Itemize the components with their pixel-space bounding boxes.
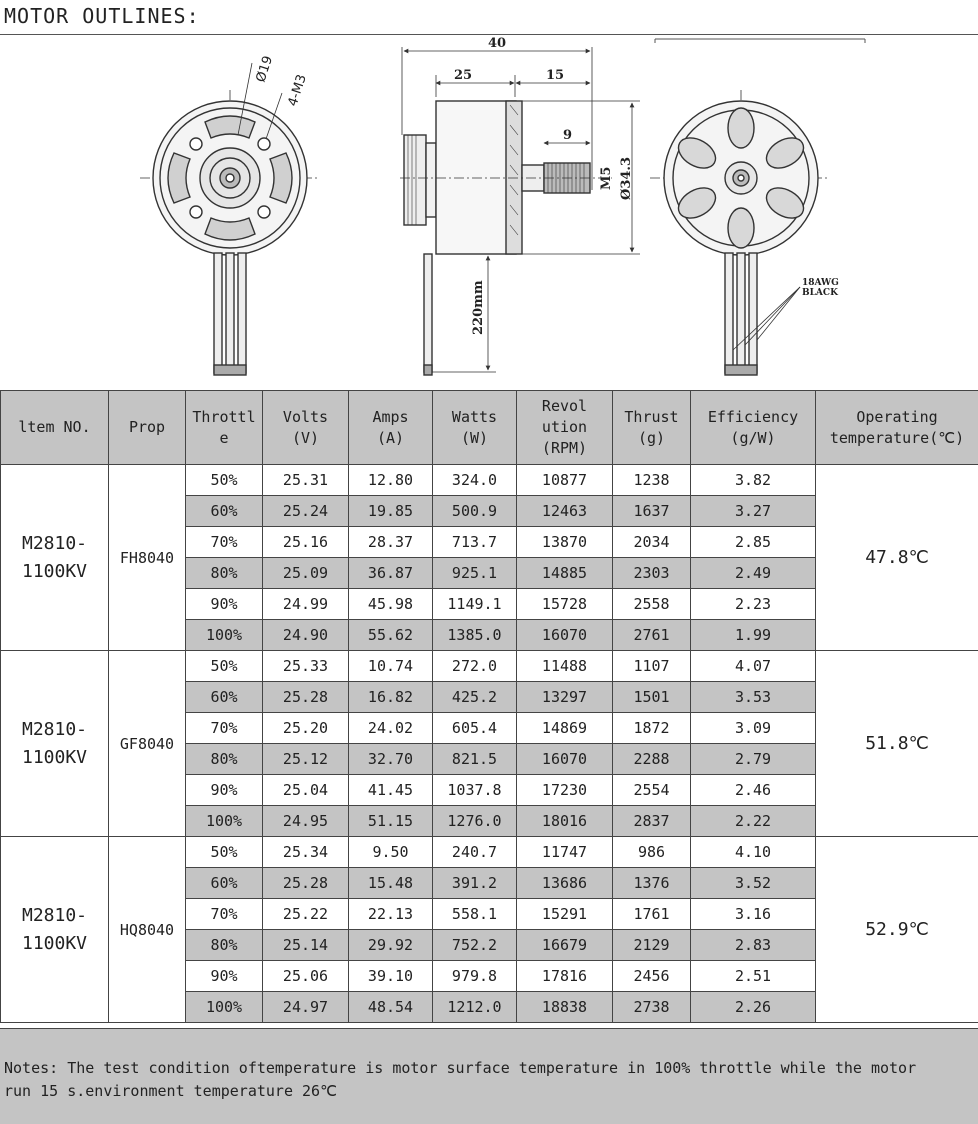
rpm-cell: 18016 [517,806,613,837]
amps-cell: 48.54 [349,992,433,1023]
volts-cell: 25.28 [263,868,349,899]
efficiency-cell: 4.10 [691,837,816,868]
efficiency-cell: 2.83 [691,930,816,961]
throttle-cell: 60% [186,682,263,713]
amps-cell: 9.50 [349,837,433,868]
thrust-cell: 2738 [613,992,691,1023]
watts-cell: 425.2 [433,682,517,713]
watts-cell: 391.2 [433,868,517,899]
col-header-throttle: Throttl e [186,391,263,465]
col-header-efficiency: Efficiency (g/W) [691,391,816,465]
notes-line-1: Notes: The test condition oftemperature is motor surface temperature in 100% throttle while the motor [4,1059,917,1077]
watts-cell: 821.5 [433,744,517,775]
table-row [1,465,978,496]
prop-cell: HQ8040 [109,837,186,1023]
col-header-prop: Prop [109,391,186,465]
amps-cell: 10.74 [349,651,433,682]
col-header-thrust: Thrust (g) [613,391,691,465]
amps-cell: 28.37 [349,527,433,558]
efficiency-cell: 3.27 [691,496,816,527]
rpm-cell: 16070 [517,744,613,775]
rpm-cell: 15291 [517,899,613,930]
watts-cell: 979.8 [433,961,517,992]
throttle-cell: 80% [186,930,263,961]
table-header-row [1,391,978,465]
rpm-cell: 18838 [517,992,613,1023]
front-dim-screws: 4-M3 [285,72,310,109]
thrust-cell: 1501 [613,682,691,713]
thrust-cell: 1238 [613,465,691,496]
efficiency-cell: 3.52 [691,868,816,899]
throttle-cell: 90% [186,775,263,806]
amps-cell: 29.92 [349,930,433,961]
back-wire-label-gauge: 18AWG [802,278,839,288]
watts-cell: 558.1 [433,899,517,930]
throttle-cell: 100% [186,620,263,651]
motor-test-table [0,390,978,1023]
throttle-cell: 60% [186,868,263,899]
front-view [140,63,320,375]
thrust-cell: 2034 [613,527,691,558]
efficiency-cell: 2.85 [691,527,816,558]
watts-cell: 1037.8 [433,775,517,806]
prop-cell: FH8040 [109,465,186,651]
amps-cell: 55.62 [349,620,433,651]
throttle-cell: 70% [186,527,263,558]
throttle-cell: 90% [186,589,263,620]
table-body [1,465,978,1023]
thrust-cell: 2837 [613,806,691,837]
rpm-cell: 11488 [517,651,613,682]
efficiency-cell: 2.26 [691,992,816,1023]
efficiency-cell: 3.09 [691,713,816,744]
thrust-cell: 986 [613,837,691,868]
operating-temperature-cell: 47.8℃ [816,465,978,651]
amps-cell: 51.15 [349,806,433,837]
rpm-cell: 13297 [517,682,613,713]
efficiency-cell: 2.23 [691,589,816,620]
thrust-cell: 2303 [613,558,691,589]
volts-cell: 25.09 [263,558,349,589]
rpm-cell: 13686 [517,868,613,899]
motor-outline-drawings [0,35,978,390]
front-dim-diameter: Ø19 [253,54,277,85]
thrust-cell: 1637 [613,496,691,527]
watts-cell: 925.1 [433,558,517,589]
side-dim-shaft-section: 15 [546,68,565,83]
throttle-cell: 100% [186,992,263,1023]
volts-cell: 25.22 [263,899,349,930]
throttle-cell: 50% [186,651,263,682]
rpm-cell: 10877 [517,465,613,496]
efficiency-cell: 2.22 [691,806,816,837]
table-row [1,651,978,682]
throttle-cell: 80% [186,744,263,775]
watts-cell: 605.4 [433,713,517,744]
watts-cell: 500.9 [433,496,517,527]
amps-cell: 19.85 [349,496,433,527]
item-number-cell: M2810- 1100KV [1,651,109,837]
col-header-temperature: Operating temperature(℃) [816,391,978,465]
item-number-cell: M2810- 1100KV [1,465,109,651]
efficiency-cell: 3.82 [691,465,816,496]
amps-cell: 16.82 [349,682,433,713]
throttle-cell: 70% [186,713,263,744]
volts-cell: 25.14 [263,930,349,961]
amps-cell: 12.80 [349,465,433,496]
throttle-cell: 100% [186,806,263,837]
amps-cell: 32.70 [349,744,433,775]
amps-cell: 41.45 [349,775,433,806]
amps-cell: 15.48 [349,868,433,899]
rpm-cell: 11747 [517,837,613,868]
side-dim-lead: 220mm [471,280,486,335]
efficiency-cell: 1.99 [691,620,816,651]
thrust-cell: 2554 [613,775,691,806]
watts-cell: 324.0 [433,465,517,496]
thrust-cell: 1761 [613,899,691,930]
notes [0,1028,978,1124]
rpm-cell: 14869 [517,713,613,744]
side-dim-m5: M5 [599,166,614,190]
thrust-cell: 2558 [613,589,691,620]
volts-cell: 24.97 [263,992,349,1023]
side-dim-body: 25 [454,68,473,83]
watts-cell: 1149.1 [433,589,517,620]
volts-cell: 24.99 [263,589,349,620]
thrust-cell: 2288 [613,744,691,775]
throttle-cell: 50% [186,837,263,868]
efficiency-cell: 2.79 [691,744,816,775]
thrust-cell: 2761 [613,620,691,651]
operating-temperature-cell: 51.8℃ [816,651,978,837]
thrust-cell: 1872 [613,713,691,744]
volts-cell: 24.95 [263,806,349,837]
amps-cell: 39.10 [349,961,433,992]
throttle-cell: 60% [186,496,263,527]
efficiency-cell: 2.46 [691,775,816,806]
watts-cell: 1385.0 [433,620,517,651]
rpm-cell: 14885 [517,558,613,589]
volts-cell: 25.20 [263,713,349,744]
rpm-cell: 13870 [517,527,613,558]
throttle-cell: 90% [186,961,263,992]
back-wire-label-color: BLACK [802,288,838,298]
volts-cell: 25.04 [263,775,349,806]
side-dim-thread: 9 [563,128,573,143]
rpm-cell: 12463 [517,496,613,527]
efficiency-cell: 2.49 [691,558,816,589]
prop-cell: GF8040 [109,651,186,837]
side-dim-total: 40 [488,36,507,51]
thrust-cell: 1376 [613,868,691,899]
amps-cell: 45.98 [349,589,433,620]
table-row [1,837,978,868]
rpm-cell: 17816 [517,961,613,992]
efficiency-cell: 4.07 [691,651,816,682]
col-header-amps: Amps (A) [349,391,433,465]
watts-cell: 272.0 [433,651,517,682]
volts-cell: 25.34 [263,837,349,868]
rpm-cell: 15728 [517,589,613,620]
col-header-revolution: Revol ution (RPM) [517,391,613,465]
amps-cell: 24.02 [349,713,433,744]
amps-cell: 22.13 [349,899,433,930]
rpm-cell: 16679 [517,930,613,961]
notes-line-2: run 15 s.environment temperature 26℃ [4,1082,337,1100]
rpm-cell: 17230 [517,775,613,806]
col-header-watts: Watts (W) [433,391,517,465]
efficiency-cell: 3.16 [691,899,816,930]
col-header-item: ltem NO. [1,391,109,465]
back-view [650,90,830,375]
efficiency-cell: 3.53 [691,682,816,713]
volts-cell: 25.33 [263,651,349,682]
side-dim-diameter: Ø34.3 [619,157,634,200]
rpm-cell: 16070 [517,620,613,651]
volts-cell: 25.06 [263,961,349,992]
throttle-cell: 80% [186,558,263,589]
page-title: MOTOR OUTLINES: [4,4,200,28]
volts-cell: 25.28 [263,682,349,713]
volts-cell: 25.16 [263,527,349,558]
watts-cell: 240.7 [433,837,517,868]
col-header-volts: Volts (V) [263,391,349,465]
volts-cell: 25.12 [263,744,349,775]
throttle-cell: 70% [186,899,263,930]
watts-cell: 1212.0 [433,992,517,1023]
amps-cell: 36.87 [349,558,433,589]
volts-cell: 25.24 [263,496,349,527]
operating-temperature-cell: 52.9℃ [816,837,978,1023]
item-number-cell: M2810- 1100KV [1,837,109,1023]
thrust-cell: 1107 [613,651,691,682]
efficiency-cell: 2.51 [691,961,816,992]
throttle-cell: 50% [186,465,263,496]
watts-cell: 713.7 [433,527,517,558]
thrust-cell: 2129 [613,930,691,961]
thrust-cell: 2456 [613,961,691,992]
watts-cell: 1276.0 [433,806,517,837]
volts-cell: 24.90 [263,620,349,651]
side-view [400,47,640,375]
watts-cell: 752.2 [433,930,517,961]
volts-cell: 25.31 [263,465,349,496]
